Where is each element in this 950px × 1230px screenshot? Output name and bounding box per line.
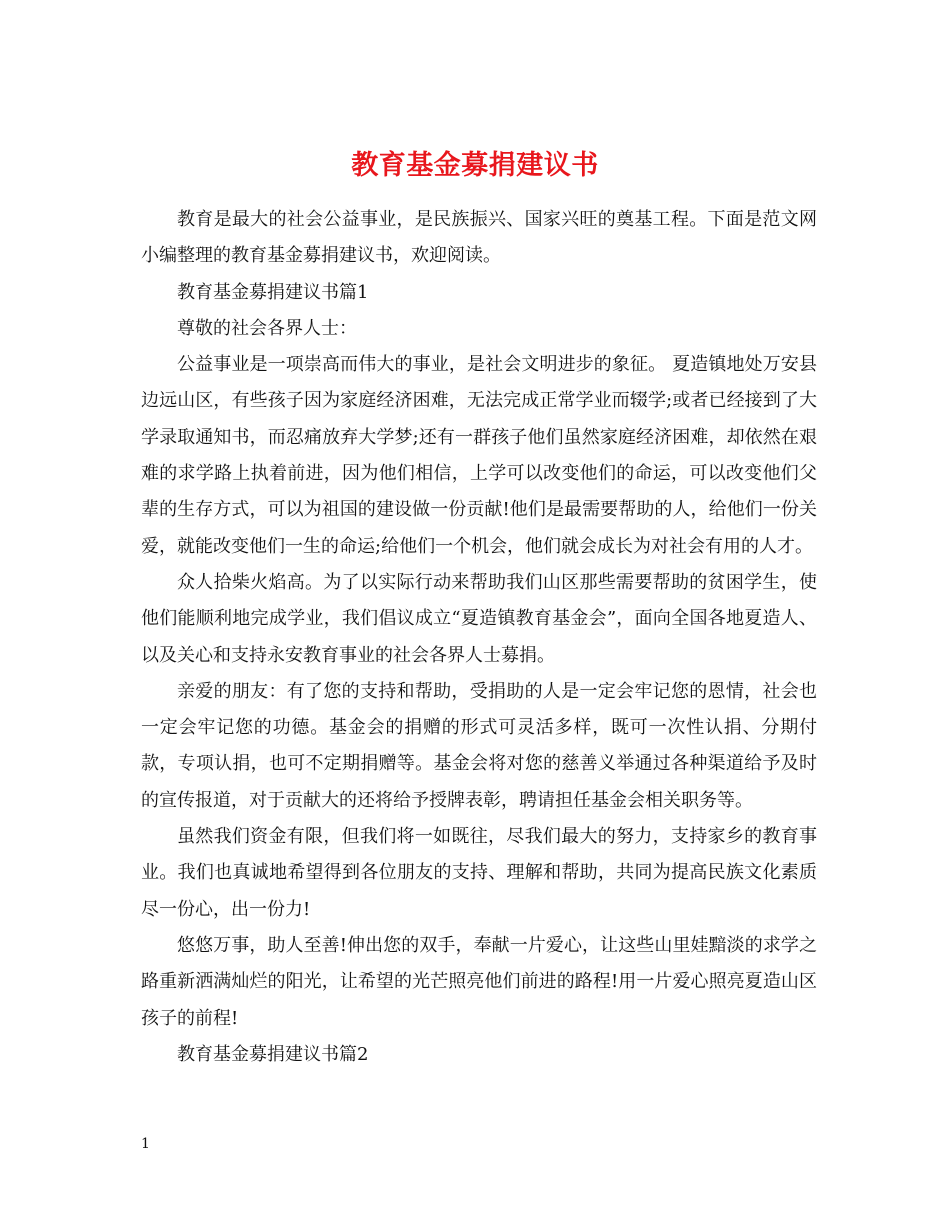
body-paragraph: 众人拾柴火焰高。为了以实际行动来帮助我们山区那些需要帮助的贫困学生，使他们能顺利地完成学业，我们倡议成立“夏造镇教育基金会”，面向全国各地夏造人、以及关心和支持永安教育事业的社会各界人士募捐。 <box>141 571 817 666</box>
body-paragraph: 悠悠万事，助人至善!伸出您的双手，奉献一片爱心，让这些山里娃黯淡的求学之路重新洒满灿烂的阳光，让希望的光芒照亮他们前进的路程!用一片爱心照亮夏造山区孩子的前程! <box>141 934 817 1029</box>
page-number: 1 <box>141 1136 150 1152</box>
section-heading-1: 教育基金募捐建议书篇1 <box>177 281 369 303</box>
document-title: 教育基金募捐建议书 <box>351 150 599 182</box>
body-paragraph: 公益事业是一项崇高而伟大的事业，是社会文明进步的象征。 夏造镇地处万安县边远山区，有些孩子因为家庭经济困难，无法完成正常学业而辍学;或者已经接到了大学录取通知书，而忍痛放弃大学梦;还有一群孩子他们虽然家庭经济困难，却依然在艰难的求学路上执着前进，因为他们相信，上学可以改变他们的命运，可以改变他们父辈的生存方式，可以为祖国的建设做一份贡献!他们是最需要帮助的人，给他们一份关爱，就能改变他们一生的命运;给他们一个机会，他们就会成长为对社会有用的人才。 <box>141 354 817 557</box>
body-paragraph: 亲爱的朋友：有了您的支持和帮助，受捐助的人是一定会牢记您的恩情，社会也一定会牢记您的功德。基金会的捐赠的形式可灵活多样，既可一次性认捐、分期付款，专项认捐，也可不定期捐赠等。基金会将对您的慈善义举通过各种渠道给予及时的宣传报道，对于贡献大的还将给予授牌表彰，聘请担任基金会相关职务等。 <box>141 680 817 811</box>
section-heading-2: 教育基金募捐建议书篇2 <box>177 1043 369 1065</box>
intro-paragraph: 教育是最大的社会公益事业，是民族振兴、国家兴旺的奠基工程。下面是范文网小编整理的教育基金募捐建议书，欢迎阅读。 <box>141 209 817 267</box>
salutation: 尊敬的社会各界人士： <box>177 317 357 339</box>
document-body <box>141 202 817 1073</box>
body-paragraph: 虽然我们资金有限，但我们将一如既往，尽我们最大的努力，支持家乡的教育事业。我们也真诚地希望得到各位朋友的支持、理解和帮助，共同为提高民族文化素质尽一份心，出一份力! <box>141 826 817 920</box>
